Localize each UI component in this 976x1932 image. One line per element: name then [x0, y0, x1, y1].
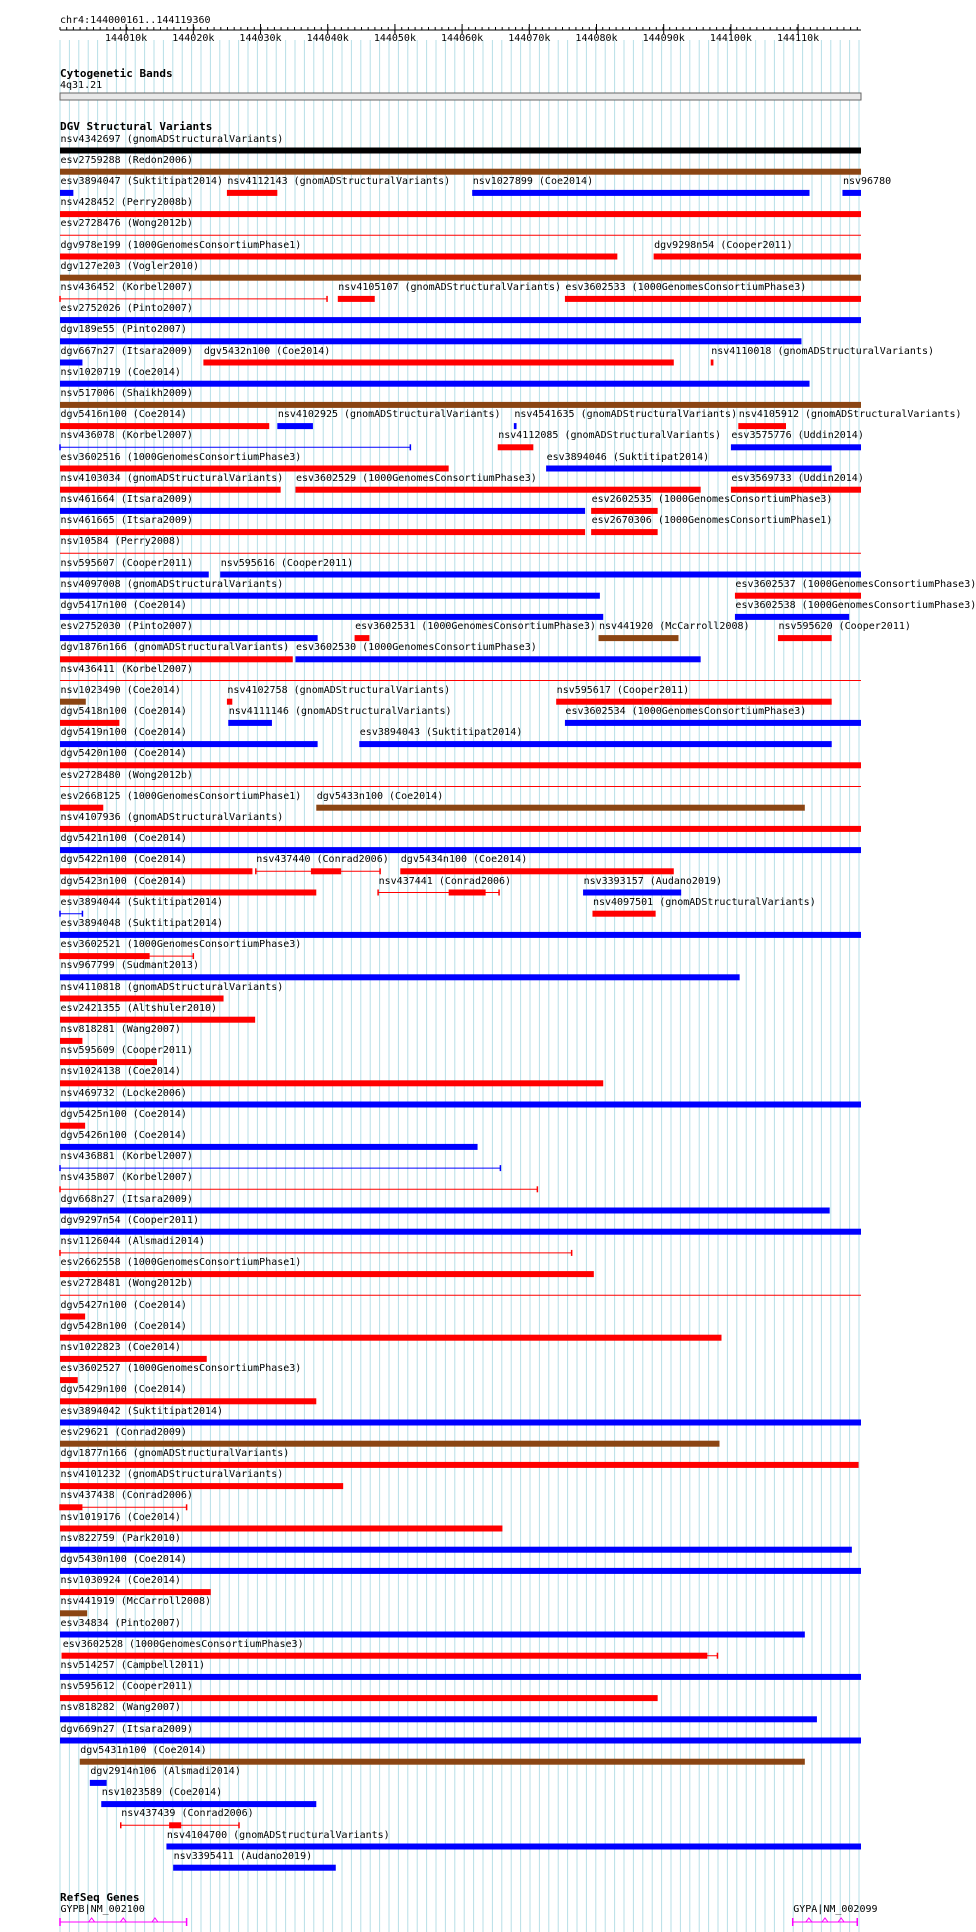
variant-label[interactable]: dgv5419n100 (Coe2014) — [60, 727, 187, 739]
variant-label[interactable]: nsv441919 (McCarroll2008) — [60, 1596, 212, 1608]
variant-label[interactable]: esv29621 (Conrad2009) — [60, 1426, 187, 1438]
variant-label[interactable]: nsv514257 (Campbell2011) — [60, 1659, 205, 1671]
variant-label[interactable]: dgv669n27 (Itsara2009) — [60, 1723, 193, 1735]
variant-label[interactable]: nsv1030924 (Coe2014) — [60, 1575, 181, 1587]
ruler-tick-label: 144070k — [508, 33, 551, 44]
variant-label[interactable]: esv3602531 (1000GenomesConsortiumPhase3) — [355, 621, 596, 633]
variant-label[interactable]: nsv437441 (Conrad2006) — [378, 875, 512, 887]
variant-label[interactable]: dgv5428n100 (Coe2014) — [60, 1320, 187, 1332]
variant-bar[interactable] — [295, 656, 700, 662]
track-title-dgv: DGV Structural Variants — [60, 120, 213, 133]
variant-label[interactable]: esv2662558 (1000GenomesConsortiumPhase1) — [60, 1257, 302, 1269]
variant-label[interactable]: dgv5422n100 (Coe2014) — [60, 854, 187, 866]
variant-label[interactable]: esv2670306 (1000GenomesConsortiumPhase1) — [591, 515, 833, 527]
variant-label[interactable]: dgv5431n100 (Coe2014) — [80, 1744, 207, 1756]
gene-intron-mark — [152, 1918, 158, 1922]
variant-label[interactable]: dgv5418n100 (Coe2014) — [60, 705, 187, 717]
variant-bar[interactable] — [60, 699, 86, 705]
variant-label[interactable]: esv3894047 (Suktitipat2014) — [60, 175, 224, 187]
variant-bar[interactable] — [295, 487, 700, 493]
variant-bar[interactable] — [60, 1123, 85, 1129]
variant-label[interactable]: esv3602521 (1000GenomesConsortiumPhase3) — [60, 939, 302, 951]
variant-bar[interactable] — [60, 1526, 502, 1532]
variant-label[interactable]: nsv461665 (Itsara2009) — [60, 515, 193, 527]
variant-bar[interactable] — [60, 254, 617, 260]
variant-bar[interactable] — [60, 148, 861, 154]
variant-label[interactable]: nsv595612 (Cooper2011) — [60, 1681, 193, 1693]
variant-label[interactable]: esv2668125 (1000GenomesConsortiumPhase1) — [60, 790, 302, 802]
variant-bar[interactable] — [60, 868, 252, 874]
variant-label[interactable]: nsv595616 (Cooper2011) — [220, 557, 354, 569]
ruler-tick-label: 144020k — [172, 33, 215, 44]
variant-bar[interactable] — [60, 890, 316, 896]
variant-label[interactable]: dgv189e55 (Pinto2007) — [60, 324, 187, 336]
variant-label[interactable]: dgv5421n100 (Coe2014) — [60, 833, 187, 845]
variant-bar[interactable] — [735, 593, 861, 599]
variant-label[interactable]: nsv4101232 (gnomADStructuralVariants) — [60, 1469, 284, 1481]
variant-label[interactable]: dgv5426n100 (Coe2014) — [60, 1129, 187, 1141]
variant-label[interactable]: nsv4112085 (gnomADStructuralVariants) — [498, 430, 721, 442]
variant-core-bar[interactable] — [60, 953, 150, 959]
variant-label[interactable]: nsv4105107 (gnomADStructuralVariants) — [338, 281, 562, 293]
variant-label[interactable]: nsv469732 (Locke2006) — [60, 1087, 187, 1099]
ruler-tick-label: 144090k — [642, 33, 685, 44]
variant-label[interactable]: dgv5429n100 (Coe2014) — [60, 1384, 187, 1396]
variant-bar[interactable] — [228, 720, 272, 726]
variant-label[interactable]: esv3575776 (Uddin2014) — [731, 430, 864, 442]
variant-label[interactable]: dgv5432n100 (Coe2014) — [203, 345, 331, 357]
variant-bar[interactable] — [60, 275, 861, 281]
variant-label[interactable]: nsv1024138 (Coe2014) — [60, 1066, 181, 1078]
variant-label[interactable]: nsv517006 (Shaikh2009) — [60, 387, 193, 399]
ruler-tick-label: 144060k — [441, 33, 484, 44]
variant-label[interactable]: nsv461664 (Itsara2009) — [60, 493, 193, 505]
variant-bar[interactable] — [60, 169, 861, 175]
variant-label[interactable]: nsv595620 (Cooper2011) — [778, 621, 911, 633]
variant-bar[interactable] — [60, 1377, 78, 1383]
variant-bar[interactable] — [731, 487, 861, 493]
ruler-tick-label: 144010k — [105, 33, 148, 44]
variant-label[interactable]: esv3602527 (1000GenomesConsortiumPhase3) — [60, 1363, 302, 1375]
variant-bar[interactable] — [565, 296, 861, 302]
variant-core-bar[interactable] — [60, 1504, 82, 1510]
variant-bar[interactable] — [90, 1780, 107, 1786]
variant-label[interactable]: nsv4107936 (gnomADStructuralVariants) — [60, 811, 284, 823]
variant-label[interactable]: dgv1877n166 (gnomADStructuralVariants) — [60, 1447, 290, 1459]
variant-bar[interactable] — [60, 1610, 87, 1616]
variant-label[interactable]: nsv436411 (Korbel2007) — [60, 663, 193, 675]
variant-bar[interactable] — [359, 741, 831, 747]
variant-label[interactable]: dgv5427n100 (Coe2014) — [60, 1299, 187, 1311]
variant-bar[interactable] — [592, 911, 655, 917]
variant-label[interactable]: nsv436078 (Korbel2007) — [60, 430, 193, 442]
variant-label[interactable]: nsv4541635 (gnomADStructuralVariants) — [514, 409, 738, 421]
gene-intron-mark — [89, 1918, 95, 1922]
variant-bar[interactable] — [60, 1208, 830, 1214]
variant-label[interactable]: nsv4110018 (gnomADStructuralVariants) — [711, 345, 934, 357]
variant-label[interactable]: esv2759288 (Redon2006) — [60, 154, 193, 166]
variant-bar[interactable] — [60, 1059, 157, 1065]
variant-label[interactable]: nsv4105912 (gnomADStructuralVariants) — [738, 409, 962, 421]
variant-bar[interactable] — [731, 444, 861, 450]
variant-core-bar[interactable] — [63, 1653, 707, 1659]
variant-bar[interactable] — [60, 317, 861, 323]
variant-bar[interactable] — [591, 529, 658, 535]
variant-label[interactable]: nsv822759 (Park2010) — [60, 1532, 181, 1544]
ruler-tick-label: 144100k — [709, 33, 752, 44]
variant-bar[interactable] — [355, 635, 370, 641]
variant-label[interactable]: dgv9297n54 (Cooper2011) — [60, 1214, 199, 1226]
variant-label[interactable]: nsv818281 (Wang2007) — [60, 1023, 181, 1035]
variant-label[interactable]: nsv1022823 (Coe2014) — [60, 1341, 181, 1353]
variant-bar[interactable] — [60, 466, 449, 472]
variant-label[interactable]: esv3602533 (1000GenomesConsortiumPhase3) — [565, 281, 807, 293]
variant-label[interactable]: dgv5423n100 (Coe2014) — [60, 875, 187, 887]
variant-bar[interactable] — [60, 190, 73, 196]
variant-bar[interactable] — [60, 741, 318, 747]
gene-intron-mark — [822, 1918, 828, 1922]
gene-label[interactable]: GYPB|NM_002100 — [60, 1904, 145, 1915]
variant-bar[interactable] — [60, 720, 119, 726]
variant-bar[interactable] — [556, 699, 832, 705]
variant-bar[interactable] — [60, 1738, 861, 1744]
variant-core-bar[interactable] — [449, 890, 486, 896]
variant-bar[interactable] — [60, 847, 861, 853]
variant-label[interactable]: nsv3395411 (Audano2019) — [173, 1850, 313, 1862]
cytoband-label: 4q31.21 — [60, 80, 103, 91]
variant-label[interactable]: nsv437438 (Conrad2006) — [60, 1490, 193, 1502]
variant-bar[interactable] — [778, 635, 832, 641]
track-title-cytobands: Cytogenetic Bands — [60, 67, 173, 80]
variant-label[interactable]: nsv1020719 (Coe2014) — [60, 366, 181, 378]
variant-label[interactable]: nsv436881 (Korbel2007) — [60, 1151, 193, 1163]
variant-bar[interactable] — [60, 1716, 817, 1722]
variant-label[interactable]: esv3894048 (Suktitipat2014) — [60, 917, 224, 929]
variant-bar[interactable] — [60, 1271, 594, 1277]
variant-label[interactable]: esv3894044 (Suktitipat2014) — [60, 896, 224, 908]
variant-label[interactable]: nsv4097008 (gnomADStructuralVariants) — [60, 578, 284, 590]
variant-label[interactable]: dgv1876n166 (gnomADStructuralVariants) — [60, 642, 290, 654]
variant-bar[interactable] — [60, 1632, 805, 1638]
variant-label[interactable]: esv2752030 (Pinto2007) — [60, 621, 193, 633]
variant-label[interactable]: nsv4111146 (gnomADStructuralVariants) — [228, 705, 452, 717]
variant-bar[interactable] — [60, 1674, 861, 1680]
variant-bar[interactable] — [60, 1547, 852, 1553]
variant-label[interactable]: nsv595617 (Cooper2011) — [556, 684, 690, 696]
track-title-refseq: RefSeq Genes — [60, 1891, 140, 1904]
variant-bar[interactable] — [227, 699, 232, 705]
variant-label[interactable]: nsv4097501 (gnomADStructuralVariants) — [592, 896, 816, 908]
variant-label[interactable]: nsv1027899 (Coe2014) — [472, 175, 594, 187]
variant-bar[interactable] — [101, 1801, 316, 1807]
variant-bar[interactable] — [60, 932, 861, 938]
variant-label[interactable]: nsv818282 (Wang2007) — [60, 1702, 181, 1714]
variant-label[interactable]: esv2728476 (Wong2012b) — [60, 218, 193, 230]
variant-label[interactable]: nsv4110818 (gnomADStructuralVariants) — [60, 981, 284, 993]
variant-label[interactable]: esv3602529 (1000GenomesConsortiumPhase3) — [295, 472, 537, 484]
variant-bar[interactable] — [203, 360, 673, 366]
variant-bar[interactable] — [60, 1038, 82, 1044]
variant-label[interactable]: nsv437439 (Conrad2006) — [121, 1808, 254, 1820]
variant-bar[interactable] — [60, 1356, 207, 1362]
variant-label[interactable]: nsv595607 (Cooper2011) — [60, 557, 193, 569]
variant-bar[interactable] — [591, 508, 658, 514]
variant-bar[interactable] — [60, 381, 810, 387]
variant-bar[interactable] — [60, 826, 861, 832]
variant-label[interactable]: nsv428452 (Perry2008b) — [60, 197, 193, 209]
variant-bar[interactable] — [711, 360, 714, 366]
variant-bar[interactable] — [60, 1144, 478, 1150]
variant-label[interactable]: esv3894042 (Suktitipat2014) — [60, 1405, 224, 1417]
variant-label[interactable]: esv34834 (Pinto2007) — [60, 1617, 181, 1629]
variant-bar[interactable] — [472, 190, 809, 196]
variant-bar[interactable] — [498, 444, 534, 450]
variant-label[interactable]: nsv1126044 (Alsmadi2014) — [60, 1235, 205, 1247]
variant-bar[interactable] — [227, 190, 277, 196]
variant-bar[interactable] — [60, 614, 603, 620]
variant-label[interactable]: esv2728480 (Wong2012b) — [60, 769, 193, 781]
variant-label[interactable]: nsv4104700 (gnomADStructuralVariants) — [166, 1829, 390, 1841]
ruler-tick-label: 144080k — [575, 33, 618, 44]
variant-bar[interactable] — [80, 1759, 805, 1765]
variant-label[interactable]: esv3894043 (Suktitipat2014) — [359, 727, 523, 739]
variant-bar[interactable] — [277, 423, 313, 429]
variant-label[interactable]: esv3602537 (1000GenomesConsortiumPhase3) — [735, 578, 976, 590]
variant-label[interactable]: nsv436452 (Korbel2007) — [60, 281, 193, 293]
variant-label[interactable]: dgv127e203 (Vogler2010) — [60, 260, 199, 272]
variant-bar[interactable] — [60, 1017, 255, 1023]
variant-label[interactable]: esv3602534 (1000GenomesConsortiumPhase3) — [565, 705, 807, 717]
variant-label[interactable]: esv2728481 (Wong2012b) — [60, 1278, 193, 1290]
variant-bar[interactable] — [173, 1865, 336, 1871]
variant-bar[interactable] — [220, 572, 861, 578]
ruler-tick-label: 144030k — [239, 33, 282, 44]
variant-bar[interactable] — [60, 211, 861, 217]
variant-bar[interactable] — [60, 529, 585, 535]
variant-bar[interactable] — [738, 423, 786, 429]
variant-label[interactable]: nsv4342697 (gnomADStructuralVariants) — [60, 133, 284, 145]
variant-label[interactable]: esv3602528 (1000GenomesConsortiumPhase3) — [62, 1638, 304, 1650]
variant-bar[interactable] — [60, 805, 103, 811]
variant-bar[interactable] — [546, 466, 832, 472]
variant-label[interactable]: dgv667n27 (Itsara2009) — [60, 345, 193, 357]
variant-bar[interactable] — [60, 1314, 85, 1320]
variant-bar[interactable] — [514, 423, 517, 429]
variant-bar[interactable] — [60, 1695, 658, 1701]
gene-intron-mark — [806, 1918, 812, 1922]
variant-label[interactable]: nsv1023490 (Coe2014) — [60, 684, 181, 696]
locus-coordinates: chr4:144000161..144119360 — [60, 15, 211, 26]
variant-label[interactable]: dgv9298n54 (Cooper2011) — [654, 239, 793, 251]
variant-label[interactable]: nsv1023589 (Coe2014) — [101, 1787, 223, 1799]
variant-bar[interactable] — [599, 635, 679, 641]
variant-bar[interactable] — [60, 1441, 719, 1447]
variant-bar[interactable] — [316, 805, 805, 811]
variant-core-bar[interactable] — [169, 1822, 181, 1828]
variant-bar[interactable] — [60, 1483, 343, 1489]
variant-label[interactable]: nsv96780 — [842, 175, 892, 187]
ruler-tick-label: 144110k — [777, 33, 820, 44]
variant-label[interactable]: dgv668n27 (Itsara2009) — [60, 1193, 193, 1205]
variant-bar[interactable] — [654, 254, 861, 260]
variant-core-bar[interactable] — [79, 1420, 832, 1426]
variant-bar[interactable] — [60, 423, 269, 429]
variant-bar[interactable] — [60, 1080, 603, 1086]
variant-label[interactable]: nsv4112143 (gnomADStructuralVariants) — [227, 175, 451, 187]
variant-label[interactable]: nsv4102758 (gnomADStructuralVariants) — [227, 684, 451, 696]
gene-intron-mark — [838, 1918, 844, 1922]
variant-label[interactable]: nsv3393157 (Audano2019) — [583, 875, 723, 887]
variant-label[interactable]: dgv978e199 (1000GenomesConsortiumPhase1) — [60, 239, 302, 251]
variant-bar[interactable] — [60, 1589, 211, 1595]
variant-bar[interactable] — [60, 656, 293, 662]
variant-label[interactable]: dgv5433n100 (Coe2014) — [316, 790, 444, 802]
variant-label[interactable]: nsv4103034 (gnomADStructuralVariants) — [60, 472, 284, 484]
variant-bar[interactable] — [735, 614, 849, 620]
variant-label[interactable]: nsv4102925 (gnomADStructuralVariants) — [277, 409, 501, 421]
variant-bar[interactable] — [60, 1102, 861, 1108]
cytoband-bar[interactable] — [60, 93, 861, 100]
variant-bar[interactable] — [842, 190, 861, 196]
variant-label[interactable]: esv3602516 (1000GenomesConsortiumPhase3) — [60, 451, 302, 463]
variant-bar[interactable] — [60, 487, 281, 493]
variant-label[interactable]: dgv5416n100 (Coe2014) — [60, 409, 187, 421]
variant-bar[interactable] — [338, 296, 375, 302]
variant-label[interactable]: dgv5430n100 (Coe2014) — [60, 1553, 187, 1565]
variant-label[interactable]: esv2421355 (Altshuler2010) — [60, 1002, 218, 1014]
variant-label[interactable]: esv3569733 (Uddin2014) — [731, 472, 864, 484]
variant-bar[interactable] — [565, 720, 861, 726]
variant-bar[interactable] — [60, 1335, 721, 1341]
gene-intron-mark — [120, 1918, 126, 1922]
variant-bar[interactable] — [60, 508, 585, 514]
variant-label[interactable]: dgv2914n106 (Alsmadi2014) — [90, 1765, 241, 1777]
variant-bar[interactable] — [60, 635, 318, 641]
variant-label[interactable]: esv3894046 (Suktitipat2014) — [546, 451, 710, 463]
variant-bar[interactable] — [60, 593, 600, 599]
variant-bar[interactable] — [583, 890, 681, 896]
variant-label[interactable]: nsv10584 (Perry2008) — [60, 536, 181, 548]
variant-label[interactable]: nsv595609 (Cooper2011) — [60, 1045, 193, 1057]
variant-bar[interactable] — [60, 402, 861, 408]
variant-label[interactable]: nsv967799 (Sudmant2013) — [60, 960, 199, 972]
variant-label[interactable]: esv2752026 (Pinto2007) — [60, 303, 193, 315]
variant-bar[interactable] — [60, 572, 209, 578]
variant-label[interactable]: nsv437440 (Conrad2006) — [256, 854, 389, 866]
variant-bar[interactable] — [60, 974, 740, 980]
variant-label[interactable]: dgv5434n100 (Coe2014) — [400, 854, 528, 866]
variant-label[interactable]: dgv5417n100 (Coe2014) — [60, 599, 187, 611]
variant-bar[interactable] — [60, 360, 82, 366]
ruler-tick-label: 144050k — [373, 33, 416, 44]
variant-label[interactable]: dgv5420n100 (Coe2014) — [60, 748, 187, 760]
variant-label[interactable]: nsv441920 (McCarroll2008) — [599, 621, 750, 633]
variant-label[interactable]: esv2602535 (1000GenomesConsortiumPhase3) — [591, 493, 833, 505]
variant-bar[interactable] — [166, 1844, 861, 1850]
variant-bar[interactable] — [60, 1568, 861, 1574]
variant-label[interactable]: esv3602538 (1000GenomesConsortiumPhase3) — [735, 599, 976, 611]
variant-core-bar[interactable] — [311, 868, 341, 874]
variant-label[interactable]: dgv5425n100 (Coe2014) — [60, 1108, 187, 1120]
gene-label[interactable]: GYPA|NM_002099 — [793, 1904, 878, 1915]
variant-bar[interactable] — [400, 868, 673, 874]
variant-label[interactable]: esv3602530 (1000GenomesConsortiumPhase3) — [295, 642, 537, 654]
variant-bar[interactable] — [60, 1229, 861, 1235]
ruler-tick-label: 144040k — [306, 33, 349, 44]
variant-label[interactable]: nsv1019176 (Coe2014) — [60, 1511, 181, 1523]
variant-bar[interactable] — [60, 996, 224, 1002]
variant-bar[interactable] — [60, 1398, 316, 1404]
variant-bar[interactable] — [60, 1462, 859, 1468]
variant-bar[interactable] — [60, 338, 801, 344]
variant-bar[interactable] — [60, 762, 861, 768]
variant-label[interactable]: nsv435807 (Korbel2007) — [60, 1172, 193, 1184]
